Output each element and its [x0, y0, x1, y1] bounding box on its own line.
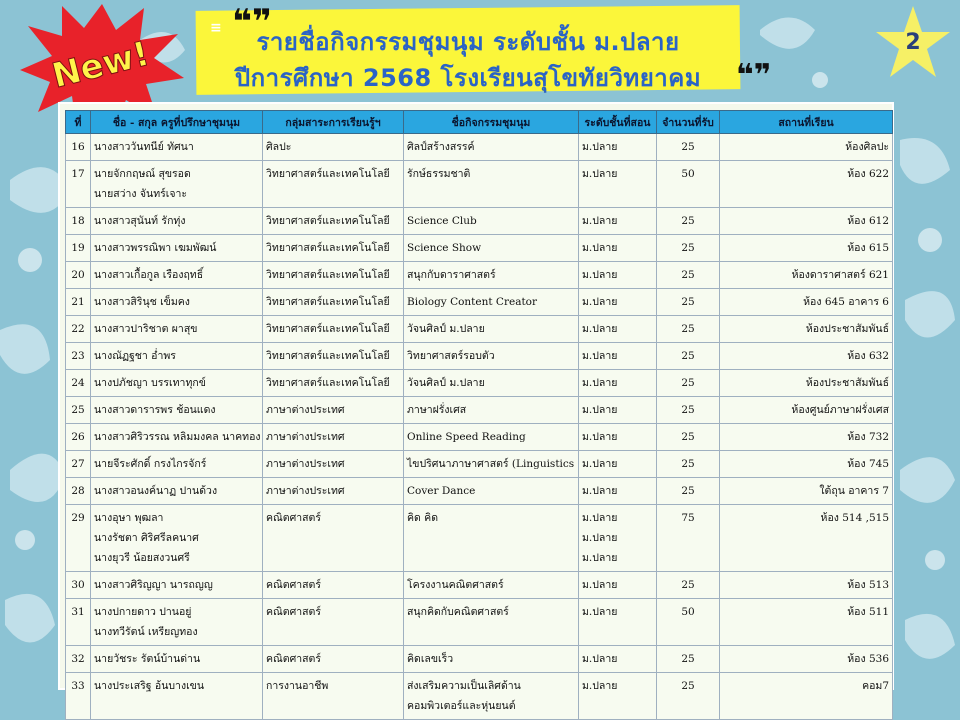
- cell-activity-line: Science Club: [407, 215, 477, 227]
- cell-teacher-line: นางสาวศิริญญา นารถญญ: [94, 579, 213, 591]
- cell-teacher: [91, 208, 263, 235]
- cell-activity: [404, 235, 579, 262]
- cell-capacity-line: 25: [681, 431, 695, 443]
- cell-level: [579, 343, 657, 370]
- cell-location-line: ห้องศูนย์ภาษาฝรั่งเศส: [791, 404, 889, 416]
- cell-no: [66, 343, 91, 370]
- cell-department: [263, 646, 404, 673]
- cell-no: [66, 424, 91, 451]
- cell-capacity-line: 25: [681, 579, 695, 591]
- cell-teacher-line: นายสว่าง จันทร์เจาะ: [94, 188, 188, 200]
- cell-teacher: [91, 343, 263, 370]
- table-row: [66, 134, 893, 161]
- table-row: [66, 505, 893, 572]
- cell-capacity-line: 25: [681, 242, 695, 254]
- cell-level-line: ม.ปลาย: [582, 323, 618, 335]
- cell-location: [720, 424, 893, 451]
- cell-activity-line: คอมพิวเตอร์และหุ่นยนต์: [407, 700, 516, 712]
- cell-teacher: [91, 262, 263, 289]
- cell-capacity-line: 25: [681, 680, 695, 692]
- cell-location-line: ห้องศิลปะ: [845, 141, 889, 153]
- cell-capacity-line: 25: [681, 653, 695, 665]
- cell-level: [579, 451, 657, 478]
- cell-department-line: วิทยาศาสตร์และเทคโนโลยี: [266, 269, 390, 281]
- cell-teacher: [91, 451, 263, 478]
- table-row: [66, 161, 893, 208]
- cell-teacher: [91, 646, 263, 673]
- cell-activity: [404, 208, 579, 235]
- cell-teacher-line: นางสาวสุนันท์ รักทุ่ง: [94, 215, 186, 227]
- cell-capacity-line: 25: [681, 269, 695, 281]
- cell-department: [263, 424, 404, 451]
- cell-activity: [404, 134, 579, 161]
- cell-no: [66, 161, 91, 208]
- cell-activity-line: โครงงานคณิตศาสตร์: [407, 579, 504, 591]
- cell-teacher-line: นางสาวอนงค์นาฏ ปานด้วง: [94, 485, 218, 497]
- cell-capacity-line: 25: [681, 350, 695, 362]
- cell-level-line: ม.ปลาย: [582, 512, 618, 524]
- cell-teacher-line: นายจีระศักดิ์ กรงไกรจักร์: [94, 458, 207, 470]
- cell-teacher: [91, 505, 263, 572]
- cell-department: [263, 451, 404, 478]
- table-row: [66, 673, 893, 720]
- cell-department: [263, 673, 404, 720]
- cell-no: [66, 208, 91, 235]
- cell-capacity: [657, 289, 720, 316]
- cell-department-line: วิทยาศาสตร์และเทคโนโลยี: [266, 215, 390, 227]
- cell-no-line: 20: [71, 269, 85, 281]
- cell-capacity-line: 25: [681, 377, 695, 389]
- cell-activity: [404, 370, 579, 397]
- cell-department-line: วิทยาศาสตร์และเทคโนโลยี: [266, 242, 390, 254]
- cell-activity-line: ส่งเสริมความเป็นเลิศด้าน: [407, 680, 521, 692]
- cell-teacher-line: นางยุวรี น้อยสงวนศรี: [94, 552, 190, 564]
- cell-department-line: ภาษาต่างประเทศ: [266, 404, 345, 416]
- cell-activity-line: วัจนศิลป์ ม.ปลาย: [407, 377, 485, 389]
- cell-level-line: ม.ปลาย: [582, 141, 618, 153]
- cell-capacity: [657, 235, 720, 262]
- cell-department: [263, 505, 404, 572]
- cell-level: [579, 673, 657, 720]
- cell-location: [720, 572, 893, 599]
- cell-no-line: 29: [71, 512, 85, 524]
- cell-department-line: วิทยาศาสตร์และเทคโนโลยี: [266, 323, 390, 335]
- cell-no-line: 16: [71, 141, 85, 153]
- cell-activity-line: สนุกกับดาราศาสตร์: [407, 269, 496, 281]
- cell-capacity: [657, 161, 720, 208]
- cell-location: [720, 646, 893, 673]
- cell-capacity: [657, 343, 720, 370]
- cell-capacity: [657, 397, 720, 424]
- cell-teacher-line: นางอุษา พุฒลา: [94, 512, 164, 524]
- cell-location: [720, 673, 893, 720]
- cell-department: [263, 134, 404, 161]
- new-badge-text: New!: [48, 33, 154, 97]
- cell-department: [263, 289, 404, 316]
- cell-teacher-line: นางสาวศิริวรรณ หลิมมงคล นาคทอง: [94, 431, 261, 443]
- cell-no-line: 19: [71, 242, 85, 254]
- cell-location: [720, 316, 893, 343]
- cell-activity-line: Science Show: [407, 242, 482, 254]
- cell-location-line: ห้อง 632: [847, 350, 889, 362]
- cell-teacher-line: นางสาวดารารพร ช้อนแดง: [94, 404, 216, 416]
- cell-capacity: [657, 134, 720, 161]
- cell-activity-line: รักษ์ธรรมชาติ: [407, 168, 471, 180]
- cell-location-line: ห้อง 514 ,515: [820, 512, 889, 524]
- cell-location: [720, 505, 893, 572]
- cell-level: [579, 370, 657, 397]
- cell-location: [720, 343, 893, 370]
- quote-close-icon: ❝❞: [736, 58, 772, 93]
- cell-department: [263, 572, 404, 599]
- cell-capacity: [657, 208, 720, 235]
- cell-level: [579, 505, 657, 572]
- cell-location-line: ห้อง 536: [847, 653, 889, 665]
- cell-no: [66, 370, 91, 397]
- cell-activity: [404, 316, 579, 343]
- page-title-line2: ปีการศึกษา 2568 โรงเรียนสุโขทัยวิทยาคม: [234, 64, 702, 92]
- cell-no: [66, 646, 91, 673]
- cell-no: [66, 235, 91, 262]
- cell-no: [66, 397, 91, 424]
- cell-teacher: [91, 424, 263, 451]
- cell-teacher: [91, 235, 263, 262]
- cell-level-line: ม.ปลาย: [582, 377, 618, 389]
- cell-no-line: 24: [71, 377, 85, 389]
- cell-teacher: [91, 370, 263, 397]
- cell-teacher-line: นางสาวสิรินุช เข็มคง: [94, 296, 190, 308]
- cell-level: [579, 161, 657, 208]
- cell-no: [66, 505, 91, 572]
- cell-teacher: [91, 673, 263, 720]
- cell-capacity-line: 25: [681, 323, 695, 335]
- cell-no: [66, 451, 91, 478]
- cell-teacher: [91, 478, 263, 505]
- cell-department-line: คณิตศาสตร์: [266, 606, 322, 618]
- cell-teacher-line: นางณัฏฐชา อ่ำพร: [94, 350, 176, 362]
- table-row: [66, 316, 893, 343]
- cell-activity: [404, 646, 579, 673]
- cell-activity-line: สนุกคิดกับคณิตศาสตร์: [407, 606, 509, 618]
- col-department: กลุ่มสาระการเรียนรู้ฯ: [263, 111, 404, 134]
- cell-location-line: ห้องดาราศาสตร์ 621: [791, 269, 889, 281]
- cell-activity: [404, 505, 579, 572]
- cell-location-line: ห้อง 511: [847, 606, 889, 618]
- cell-department-line: คณิตศาสตร์: [266, 512, 322, 524]
- cell-teacher-line: นางสาวปาริชาต ผาสุข: [94, 323, 198, 335]
- cell-teacher-line: นางทวีรัตน์ เหรียญทอง: [94, 626, 198, 638]
- cell-capacity-line: 50: [681, 606, 695, 618]
- cell-location-line: ห้อง 612: [847, 215, 889, 227]
- cell-capacity: [657, 316, 720, 343]
- cell-activity: [404, 673, 579, 720]
- cell-level-line: ม.ปลาย: [582, 653, 618, 665]
- col-activity: ชื่อกิจกรรมชุมนุม: [404, 111, 579, 134]
- cell-department-line: ศิลปะ: [266, 141, 292, 153]
- cell-department-line: ภาษาต่างประเทศ: [266, 458, 345, 470]
- cell-department: [263, 161, 404, 208]
- cell-capacity: [657, 262, 720, 289]
- cell-location-line: ห้อง 732: [847, 431, 889, 443]
- cell-department-line: คณิตศาสตร์: [266, 579, 322, 591]
- cell-activity-line: วิทยาศาสตร์รอบตัว: [407, 350, 495, 362]
- activity-table: [65, 110, 893, 720]
- cell-capacity: [657, 572, 720, 599]
- cell-location-line: ห้องประชาสัมพันธ์: [805, 323, 889, 335]
- cell-location-line: คอม7: [862, 680, 889, 692]
- cell-level: [579, 316, 657, 343]
- cell-level-line: ม.ปลาย: [582, 532, 618, 544]
- page-title-line1: รายชื่อกิจกรรมชุมนุม ระดับชั้น ม.ปลาย: [256, 28, 680, 56]
- cell-location-line: ห้อง 513: [847, 579, 889, 591]
- table-row: [66, 235, 893, 262]
- table-row: [66, 599, 893, 646]
- cell-location-line: ห้อง 645 อาคาร 6: [803, 296, 889, 308]
- cell-no-line: 17: [71, 168, 85, 180]
- cell-no-line: 27: [71, 458, 85, 470]
- cell-department-line: วิทยาศาสตร์และเทคโนโลยี: [266, 377, 390, 389]
- cell-level-line: ม.ปลาย: [582, 350, 618, 362]
- cell-level: [579, 134, 657, 161]
- cell-level: [579, 262, 657, 289]
- cell-activity: [404, 161, 579, 208]
- cell-department-line: วิทยาศาสตร์และเทคโนโลยี: [266, 350, 390, 362]
- cell-department: [263, 478, 404, 505]
- cell-activity-line: Online Speed Reading: [407, 431, 526, 443]
- cell-activity-line: ภาษาฝรั่งเศส: [407, 404, 467, 416]
- cell-activity: [404, 599, 579, 646]
- cell-no: [66, 316, 91, 343]
- table-row: [66, 572, 893, 599]
- cell-level-line: ม.ปลาย: [582, 606, 618, 618]
- cell-level-line: ม.ปลาย: [582, 242, 618, 254]
- cell-capacity: [657, 451, 720, 478]
- cell-capacity-line: 75: [681, 512, 695, 524]
- cell-no-line: 28: [71, 485, 85, 497]
- cell-no: [66, 289, 91, 316]
- cell-teacher: [91, 599, 263, 646]
- col-teacher: ชื่อ - สกุล ครูที่ปรึกษาชุมนุม: [91, 111, 263, 134]
- cell-location: [720, 370, 893, 397]
- cell-level: [579, 599, 657, 646]
- cell-capacity: [657, 599, 720, 646]
- cell-activity: [404, 451, 579, 478]
- cell-teacher-line: นางสาวพรรณิพา เฆมพัฒน์: [94, 242, 217, 254]
- cell-level-line: ม.ปลาย: [582, 680, 618, 692]
- cell-activity: [404, 424, 579, 451]
- cell-teacher-line: นายจักกฤษณ์ สุขรอด: [94, 168, 191, 180]
- cell-no: [66, 599, 91, 646]
- cell-activity: [404, 343, 579, 370]
- cell-location-line: ห้องประชาสัมพันธ์: [805, 377, 889, 389]
- table-row: [66, 289, 893, 316]
- cell-location: [720, 289, 893, 316]
- cell-activity: [404, 478, 579, 505]
- cell-no-line: 32: [71, 653, 85, 665]
- cell-department-line: ภาษาต่างประเทศ: [266, 485, 345, 497]
- cell-capacity: [657, 646, 720, 673]
- table-row: [66, 424, 893, 451]
- cell-level: [579, 289, 657, 316]
- cell-capacity: [657, 505, 720, 572]
- cell-capacity: [657, 370, 720, 397]
- cell-department: [263, 397, 404, 424]
- table-row: [66, 370, 893, 397]
- cell-teacher-line: นางปกายดาว ปานอยู่: [94, 606, 192, 618]
- cell-department: [263, 235, 404, 262]
- cell-teacher-line: นางประเสริฐ อ้นบางเขน: [94, 680, 205, 692]
- cell-location: [720, 397, 893, 424]
- cell-department: [263, 208, 404, 235]
- col-no: ที่: [66, 111, 91, 134]
- cell-capacity-line: 25: [681, 458, 695, 470]
- col-capacity: จำนวนที่รับ: [657, 111, 720, 134]
- cell-level-line: ม.ปลาย: [582, 269, 618, 281]
- cell-location: [720, 208, 893, 235]
- cell-no: [66, 134, 91, 161]
- cell-level-line: ม.ปลาย: [582, 431, 618, 443]
- cell-level-line: ม.ปลาย: [582, 215, 618, 227]
- cell-department: [263, 599, 404, 646]
- cell-teacher: [91, 134, 263, 161]
- cell-location-line: ใต้ถุน อาคาร 7: [819, 485, 889, 497]
- table-body: [66, 134, 893, 720]
- table-row: [66, 343, 893, 370]
- cell-no-line: 18: [71, 215, 85, 227]
- cell-location-line: ห้อง 622: [847, 168, 889, 180]
- cell-level: [579, 424, 657, 451]
- cell-capacity: [657, 478, 720, 505]
- table-row: [66, 262, 893, 289]
- table-row: [66, 208, 893, 235]
- page-number: 2: [905, 30, 921, 55]
- cell-no-line: 22: [71, 323, 85, 335]
- cell-no: [66, 478, 91, 505]
- col-level: ระดับชั้นที่สอน: [579, 111, 657, 134]
- cell-capacity-line: 25: [681, 404, 695, 416]
- cell-department-line: คณิตศาสตร์: [266, 653, 322, 665]
- cell-capacity: [657, 424, 720, 451]
- cell-activity: [404, 262, 579, 289]
- cell-department: [263, 343, 404, 370]
- cell-activity-line: ศิลป์สร้างสรรค์: [407, 141, 475, 153]
- cell-no-line: 25: [71, 404, 85, 416]
- cell-teacher: [91, 161, 263, 208]
- cell-activity: [404, 572, 579, 599]
- cell-capacity: [657, 673, 720, 720]
- cell-level: [579, 235, 657, 262]
- cell-activity-line: ไขปริศนาภาษาศาสตร์ (Linguistics: [407, 458, 575, 470]
- table-header-row: [66, 111, 893, 134]
- cell-activity: [404, 397, 579, 424]
- cell-teacher-line: นางสาวเกื้อกูล เรืองฤทธิ์: [94, 269, 204, 281]
- cell-activity: [404, 289, 579, 316]
- cell-activity-line: คิด คิด: [407, 512, 439, 524]
- cell-capacity-line: 25: [681, 296, 695, 308]
- cell-capacity-line: 50: [681, 168, 695, 180]
- cell-activity-line: Cover Dance: [407, 485, 476, 497]
- cell-level-line: ม.ปลาย: [582, 552, 618, 564]
- col-location: สถานที่เรียน: [720, 111, 893, 134]
- table-row: [66, 646, 893, 673]
- cell-level: [579, 397, 657, 424]
- cell-teacher: [91, 397, 263, 424]
- cell-activity-line: คิดเลขเร็ว: [407, 653, 454, 665]
- cell-no: [66, 572, 91, 599]
- banner-mark-icon: ≡: [210, 20, 222, 36]
- cell-location: [720, 451, 893, 478]
- cell-level: [579, 478, 657, 505]
- cell-location: [720, 235, 893, 262]
- cell-no: [66, 262, 91, 289]
- cell-level-line: ม.ปลาย: [582, 485, 618, 497]
- cell-no-line: 31: [71, 606, 85, 618]
- cell-teacher: [91, 316, 263, 343]
- cell-teacher-line: นางสาววันทนีย์ ทัศนา: [94, 141, 194, 153]
- cell-level-line: ม.ปลาย: [582, 296, 618, 308]
- cell-location: [720, 599, 893, 646]
- cell-teacher: [91, 289, 263, 316]
- cell-location: [720, 478, 893, 505]
- cell-level: [579, 208, 657, 235]
- cell-location-line: ห้อง 615: [847, 242, 889, 254]
- cell-department-line: ภาษาต่างประเทศ: [266, 431, 345, 443]
- cell-no-line: 21: [71, 296, 85, 308]
- cell-no-line: 26: [71, 431, 85, 443]
- cell-activity-line: วัจนศิลป์ ม.ปลาย: [407, 323, 485, 335]
- cell-location: [720, 262, 893, 289]
- cell-teacher-line: นางรัชตา ศิริศรีลคนาศ: [94, 532, 199, 544]
- cell-activity-line: Biology Content Creator: [407, 296, 538, 308]
- quote-open-icon: ❝❞: [232, 2, 272, 42]
- cell-no-line: 33: [71, 680, 85, 692]
- cell-no: [66, 673, 91, 720]
- cell-department: [263, 262, 404, 289]
- cell-level-line: ม.ปลาย: [582, 404, 618, 416]
- cell-department: [263, 370, 404, 397]
- cell-level-line: ม.ปลาย: [582, 458, 618, 470]
- cell-department-line: วิทยาศาสตร์และเทคโนโลยี: [266, 296, 390, 308]
- cell-department: [263, 316, 404, 343]
- table-row: [66, 397, 893, 424]
- cell-level: [579, 646, 657, 673]
- cell-no-line: 23: [71, 350, 85, 362]
- cell-level-line: ม.ปลาย: [582, 168, 618, 180]
- cell-capacity-line: 25: [681, 215, 695, 227]
- cell-department-line: วิทยาศาสตร์และเทคโนโลยี: [266, 168, 390, 180]
- cell-location-line: ห้อง 745: [847, 458, 889, 470]
- cell-department-line: การงานอาชีพ: [266, 680, 329, 692]
- cell-teacher-line: นางปภัชญา บรรเทาทุกข์: [94, 377, 206, 389]
- table-row: [66, 478, 893, 505]
- cell-no-line: 30: [71, 579, 85, 591]
- cell-level: [579, 572, 657, 599]
- cell-capacity-line: 25: [681, 485, 695, 497]
- cell-teacher: [91, 572, 263, 599]
- cell-location: [720, 134, 893, 161]
- cell-capacity-line: 25: [681, 141, 695, 153]
- cell-teacher-line: นายวัชระ รัตน์บ้านด่าน: [94, 653, 201, 665]
- cell-level-line: ม.ปลาย: [582, 579, 618, 591]
- table-row: [66, 451, 893, 478]
- cell-location: [720, 161, 893, 208]
